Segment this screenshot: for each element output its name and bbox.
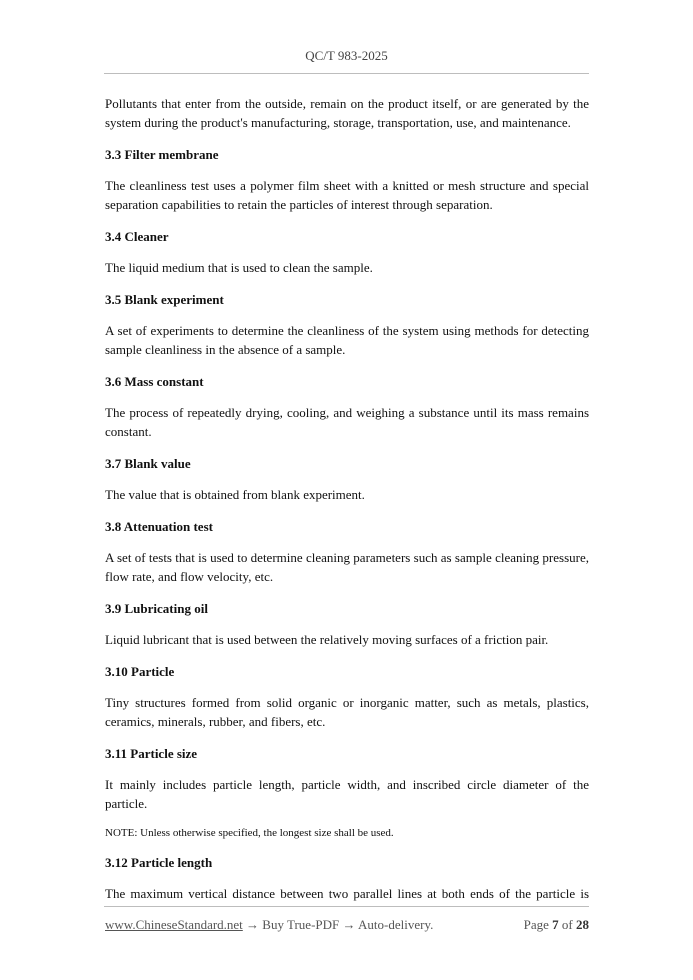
section-body: The process of repeatedly drying, cooling, and weighing a substance until its mass remains constant. (105, 405, 589, 439)
section-heading: 3.3 Filter membrane (105, 147, 219, 162)
section-heading: 3.9 Lubricating oil (105, 601, 208, 616)
section-body: It mainly includes particle length, particle width, and inscribed circle diameter of the particle. (105, 777, 589, 811)
footer-step-delivery: Auto-delivery. (358, 917, 434, 932)
header-divider (104, 73, 589, 74)
section-body: Tiny structures formed from solid organic or inorganic matter, such as metals, plastics, ceramics, minerals, rubber, and fibers, etc. (105, 695, 589, 729)
of-label: of (561, 917, 573, 932)
section-heading: 3.7 Blank value (105, 456, 191, 471)
section-body: The maximum vertical distance between two parallel lines at both ends of the particle is (105, 886, 589, 901)
section-body: Liquid lubricant that is used between the relatively moving surfaces of a friction pair. (105, 632, 549, 647)
footer-divider (104, 906, 589, 907)
section-heading: 3.5 Blank experiment (105, 292, 224, 307)
section-heading: 3.10 Particle (105, 664, 175, 679)
page-footer (105, 917, 589, 933)
section-body: The liquid medium that is used to clean the sample. (105, 260, 373, 275)
footer-step-buy: Buy True-PDF (262, 917, 340, 932)
document-body (105, 94, 589, 903)
intro-paragraph: Pollutants that enter from the outside, remain on the product itself, or are generated by the system during the product's manufacturing, storage, transportation, use, and maintenance. (105, 96, 589, 130)
document-id-header: QC/T 983-2025 (305, 48, 388, 63)
section-body: The cleanliness test uses a polymer film sheet with a knitted or mesh structure and special separation capabilities to retain the particles of interest through separation. (105, 178, 589, 212)
chinese-standard-link[interactable]: www.ChineseStandard.net (105, 917, 243, 932)
section-heading: 3.6 Mass constant (105, 374, 204, 389)
section-body: The value that is obtained from blank experiment. (105, 487, 365, 502)
section-body: A set of tests that is used to determine cleaning parameters such as sample cleaning pressure, flow rate, and flow velocity, etc. (105, 550, 589, 584)
arrow-icon: → (342, 917, 356, 932)
arrow-icon: → (246, 917, 260, 932)
section-heading: 3.4 Cleaner (105, 229, 169, 244)
footer-promo (105, 917, 433, 933)
section-heading: 3.12 Particle length (105, 855, 213, 870)
page-indicator (524, 917, 589, 933)
current-page: 7 (552, 917, 559, 932)
section-note: NOTE: Unless otherwise specified, the longest size shall be used. (105, 827, 394, 839)
page-label: Page (523, 917, 549, 932)
section-heading: 3.11 Particle size (105, 746, 198, 761)
total-pages: 28 (576, 917, 589, 932)
section-body: A set of experiments to determine the cleanliness of the system using methods for detecting sample cleanliness in the absence of a sample. (105, 323, 589, 357)
section-heading: 3.8 Attenuation test (105, 519, 213, 534)
